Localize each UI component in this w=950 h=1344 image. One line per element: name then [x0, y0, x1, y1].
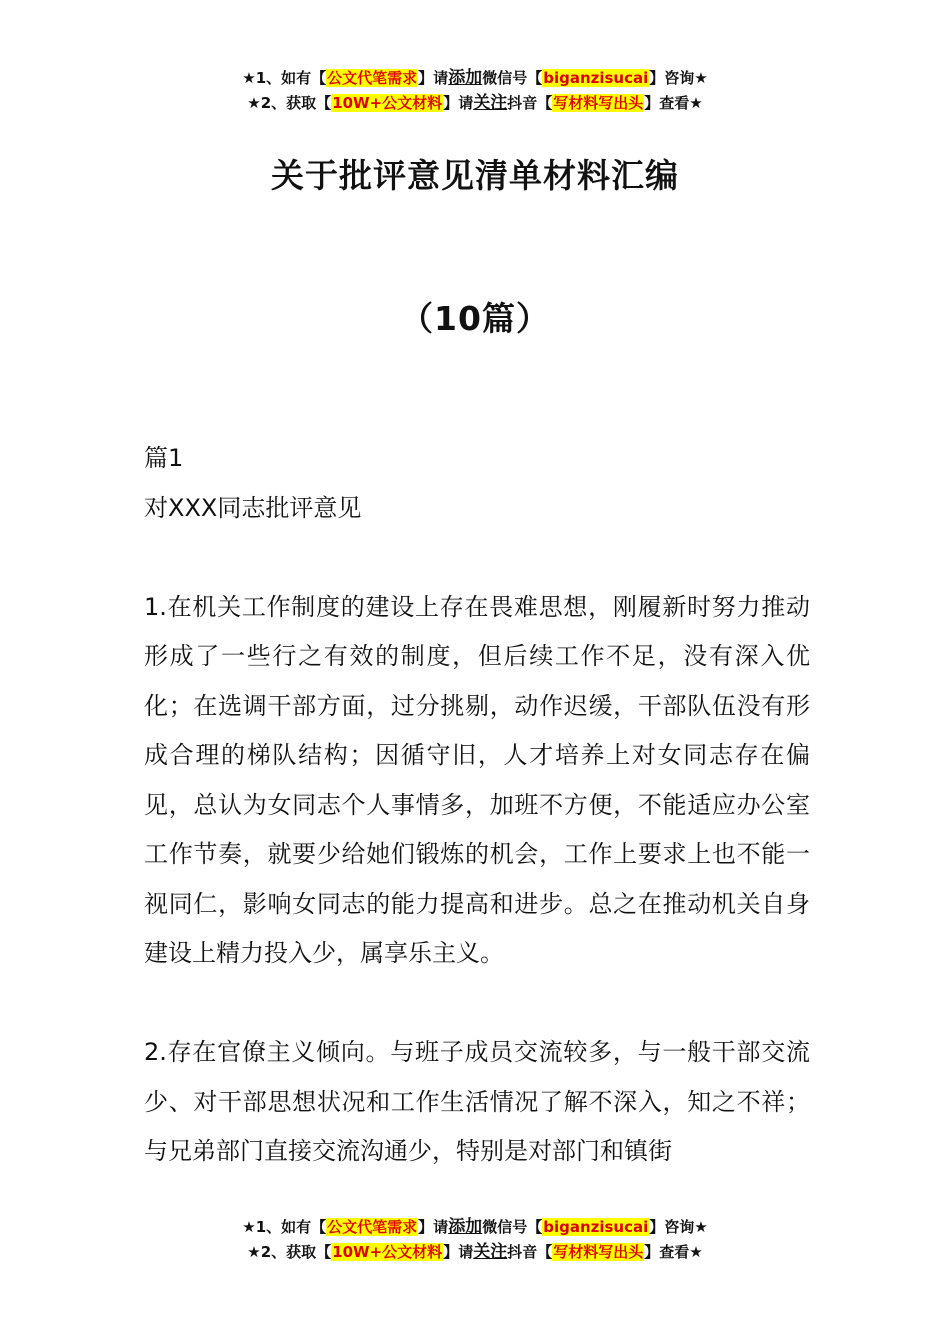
promo-highlight: biganzisucai [543, 1218, 649, 1236]
promo-underline: 添加 [448, 1217, 483, 1237]
promo-line-1 [0, 66, 950, 91]
document-title: 关于批评意见清单材料汇编 [271, 156, 679, 195]
promo-text: 】请 [418, 69, 449, 87]
promo-line-2 [0, 91, 950, 116]
section-heading: 对XXX同志批评意见 [144, 493, 362, 522]
promo-line-2 [0, 1240, 950, 1265]
promo-highlight: 10W+公文材料 [332, 94, 443, 112]
promo-text: 】请 [443, 94, 474, 112]
promo-text: 微信号【 [482, 69, 543, 87]
promo-underline: 关注 [473, 1242, 508, 1262]
paragraph-2: 2.存在官僚主义倾向。与班子成员交流较多，与一般干部交流少、对干部思想状况和工作生活情况了解不深入，知之不祥；与兄弟部门直接交流沟通少，特别是对部门和镇街 [144, 1038, 810, 1165]
promo-text: ★1、如有【 [242, 69, 327, 87]
promo-line-1 [0, 1215, 950, 1240]
promo-highlight: 写材料写出头 [553, 94, 644, 112]
promo-highlight: biganzisucai [543, 69, 649, 87]
document-subtitle: （10篇） [400, 299, 550, 338]
promo-banner-top [0, 66, 950, 116]
promo-text: 微信号【 [482, 1218, 543, 1236]
promo-text: 抖音【 [507, 94, 553, 112]
promo-text: 】查看★ [644, 94, 703, 112]
section-label: 篇1 [144, 444, 184, 472]
promo-text: 】查看★ [644, 1243, 703, 1261]
promo-text: 】请 [418, 1218, 449, 1236]
promo-highlight: 公文代笔需求 [327, 69, 418, 87]
promo-text: 抖音【 [507, 1243, 553, 1261]
promo-text: 】咨询★ [649, 69, 708, 87]
promo-text: 】咨询★ [649, 1218, 708, 1236]
promo-underline: 关注 [473, 93, 508, 113]
promo-text: ★2、获取【 [247, 94, 332, 112]
promo-highlight: 10W+公文材料 [332, 1243, 443, 1261]
promo-underline: 添加 [448, 68, 483, 88]
promo-text: ★2、获取【 [247, 1243, 332, 1261]
promo-text: 】请 [443, 1243, 474, 1261]
promo-banner-bottom [0, 1215, 950, 1265]
promo-text: ★1、如有【 [242, 1218, 327, 1236]
promo-highlight: 公文代笔需求 [327, 1218, 418, 1236]
paragraph-1: 1.在机关工作制度的建设上存在畏难思想，刚履新时努力推动形成了一些行之有效的制度，但后续工作不足，没有深入优化；在选调干部方面，过分挑剔，动作迟缓，干部队伍没有形成合理的梯队结构；因循守旧，人才培养上对女同志存在偏见，总认为女同志个人事情多，加班不方便，不能适应办公室工作节奏，就要少给她们锻炼的机会，工作上要求上也不能一视同仁，影响女同志的能力提高和进步。总之在推动机关自身建设上精力投入少，属享乐主义。 [144, 592, 810, 967]
document-body [144, 434, 810, 1177]
promo-highlight: 写材料写出头 [553, 1243, 644, 1261]
